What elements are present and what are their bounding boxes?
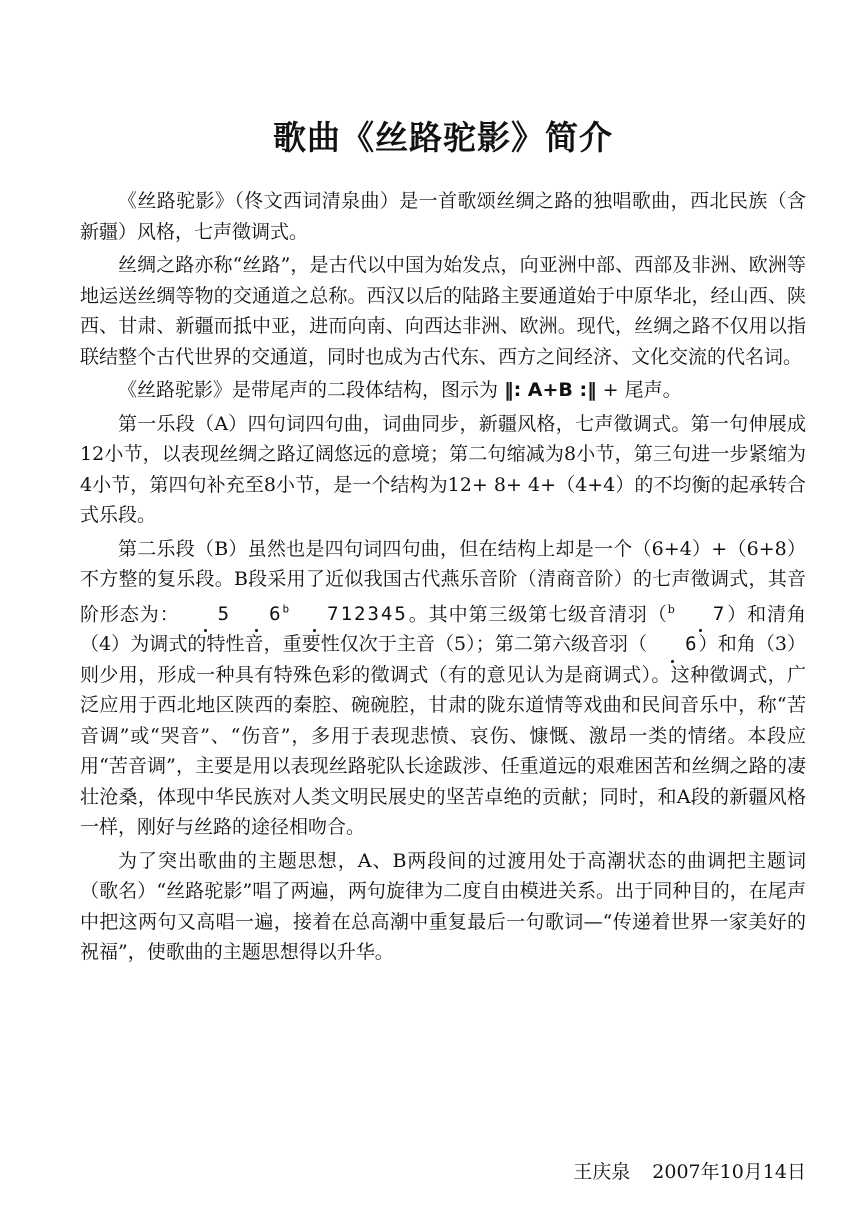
section-b-text-4: ）和角（3）则少用，形成一种具有特殊色彩的徵调式（有的意见认为是商调式）。这种徵调式，广泛应用于西北地区陕西的秦腔、碗碗腔，甘肃的陇东道情等戏曲和民间音乐中，称“苦音调”或“哭音”、“伤音”，多用于表现悲愤、哀伤、慷慨、激昂一类的情绪。本段应用“苦音调”，主要是用以表现丝路驼队长途跋涉、任重道远的艰难困苦和丝绸之路的凄壮沧桑，体现中华民族对人类文明民展史的坚苦卓绝的贡献；同时，和A段的新疆风格一样，刚好与丝路的途径相吻合。 [80,633,807,839]
paragraph-section-b [80,534,806,843]
author-name: 王庆泉 [573,1161,631,1183]
structure-coda: + 尾声。 [596,379,682,401]
paragraph-intro: 《丝路驼影》（佟文西词清泉曲）是一首歌颂丝绸之路的独唱歌曲，西北民族（含新疆）风格，七声徵调式。 [80,190,806,243]
note-low-6: 6 [647,629,698,660]
paragraph-silk-road: 丝绸之路亦称“丝路”，是古代以中国为始发点，向亚洲中部、西部及非洲、欧洲等地运送丝绸等物的交通道之总称。西汉以后的陆路主要通道始于中原华北，经山西、陕西、甘肃、新疆而抵中亚，进而向南、向西达非洲、欧洲。现代，丝绸之路不仅用以指联结整个古代世界的交通道，同时也成为古代东、西方之间经济、文化交流的代名词。 [80,254,806,368]
document-title: 歌曲《丝路驼影》简介 [273,118,613,157]
section-b-text-1: 第二乐段（B）虽然也是四句词四句曲，但在结构上却是一个（6+4）+（6+8）不方整的复乐段。B段采用了近似我国古代燕乐音阶（清商音阶）的七声徵调式，其音阶形态为： [80,537,806,625]
paragraph-climax: 为了突出歌曲的主题思想，A、B两段间的过渡用处于高潮状态的曲调把主题词（歌名）“丝路驼影”唱了两遍，两句旋律为二度自由模进关系。出于同种目的，在尾声中把这两句又高唱一遍，接着在总高潮中重复最后一句歌词—“传递着世界一家美好的祝福”，使歌曲的主题思想得以升华。 [80,849,806,964]
scale-note-low-5: 5 [180,599,231,630]
signature [573,1157,806,1184]
note-low-7: 7 [675,599,726,630]
structure-text: 《丝路驼影》是带尾声的二段体结构，图示为 [118,379,499,401]
section-b-text-3: ）和清角（4）为调式的特性音，重要性仅次于主音（5）；第二第六级音羽（ [80,602,806,656]
paragraph-section-a: 第一乐段（A）四句词四句曲，词曲同步，新疆风格，七声徵调式。第一句伸展成12小节，以表现丝绸之路辽阔悠远的意境；第二句缩减为8小节，第三句进一步紧缩为4小节，第四句补充至8小节，是一个结构为12+ 8+ 4+（4+4）的不均衡的起承转合式乐段。 [80,412,806,526]
signature-date: 2007年10月14日 [652,1161,806,1183]
document-body [80,186,806,968]
form-diagram: ‖: A+B :‖ [504,379,597,401]
paragraph-structure [80,375,806,406]
section-b-text-2: 。其中第三级第七级音清羽（ [407,602,668,625]
flat-sign-2: b [667,602,675,616]
scale-notes-rest: 12345 [340,602,408,625]
scale-note-low-7: 7 [289,599,340,630]
flat-sign: b [282,602,290,616]
scale-note-low-6: 6 [231,599,282,630]
scale-notation [180,603,408,625]
